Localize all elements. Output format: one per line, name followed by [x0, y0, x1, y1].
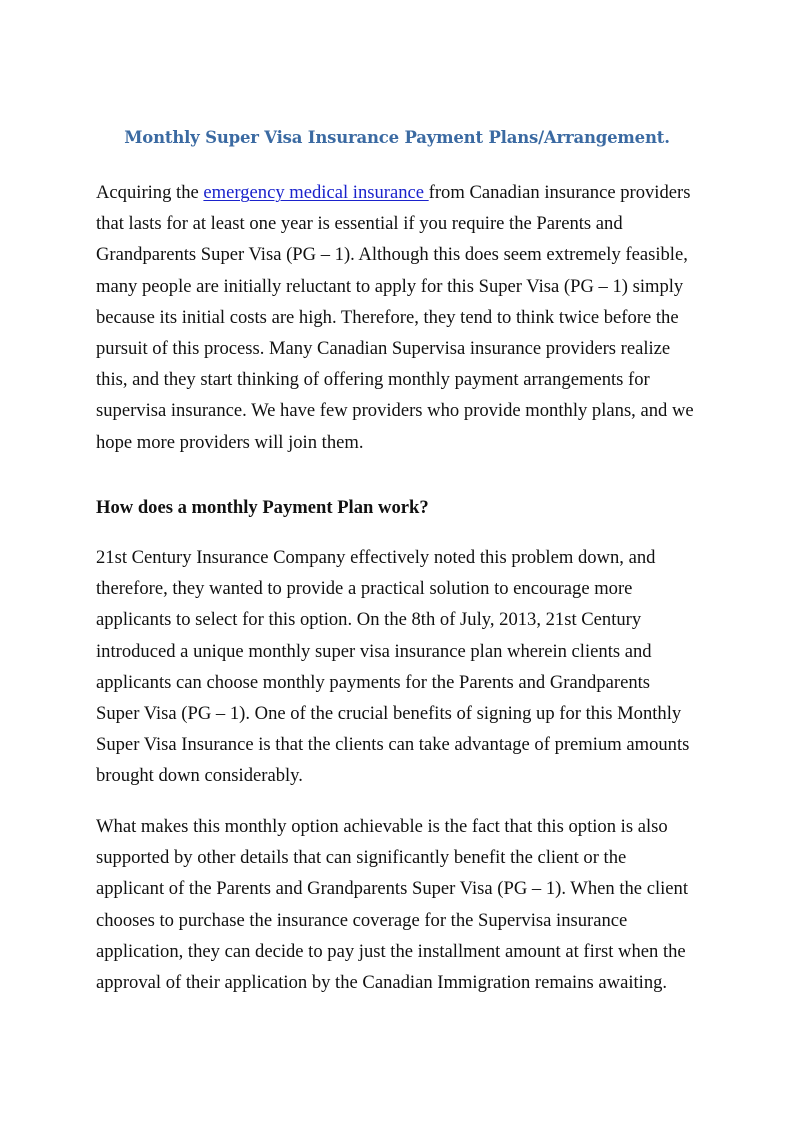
intro-paragraph [96, 177, 698, 458]
intro-text-before-link: Acquiring the [96, 182, 204, 203]
paragraph-monthly-option: What makes this monthly option achievable is the fact that this option is also supported by other details that can significantly benefit the client or the applicant of the Parents and Grandparents Super Visa (PG – 1). When the client chooses to purchase the insurance coverage for the Supervisa insurance application, they can decide to pay just the installment amount at first when the approval of their application by the Canadian Immigration remains awaiting. [96, 816, 689, 994]
document-title: Monthly Super Visa Insurance Payment Plans/Arrangement. [124, 128, 670, 147]
emergency-medical-insurance-link[interactable]: emergency medical insurance [203, 182, 429, 203]
section-heading: How does a monthly Payment Plan work? [96, 497, 429, 518]
intro-text-after-link: from Canadian insurance providers that lasts for at least one year is essential if you require the Parents and Grandparents Super Visa (PG – 1). Although this does seem extremely feasible, many people are initially reluctant to apply for this Super Visa (PG – 1) simply because its initial costs are high. Therefore, they tend to think twice before the pursuit of this process. Many Canadian Supervisa insurance providers realize this, and they start thinking of offering monthly payment arrangements for supervisa insurance. We have few providers who provide monthly plans, and we hope more providers will join them. [96, 182, 694, 453]
paragraph-21st-century: 21st Century Insurance Company effectively noted this problem down, and therefore, they wanted to provide a practical solution to encourage more applicants to select for this option. On the 8th of July, 2013, 21st Century introduced a unique monthly super visa insurance plan wherein clients and applicants can choose monthly payments for the Parents and Grandparents Super Visa (PG – 1). One of the crucial benefits of signing up for this Monthly Super Visa Insurance is that the clients can take advantage of premium amounts brought down considerably. [96, 547, 690, 787]
